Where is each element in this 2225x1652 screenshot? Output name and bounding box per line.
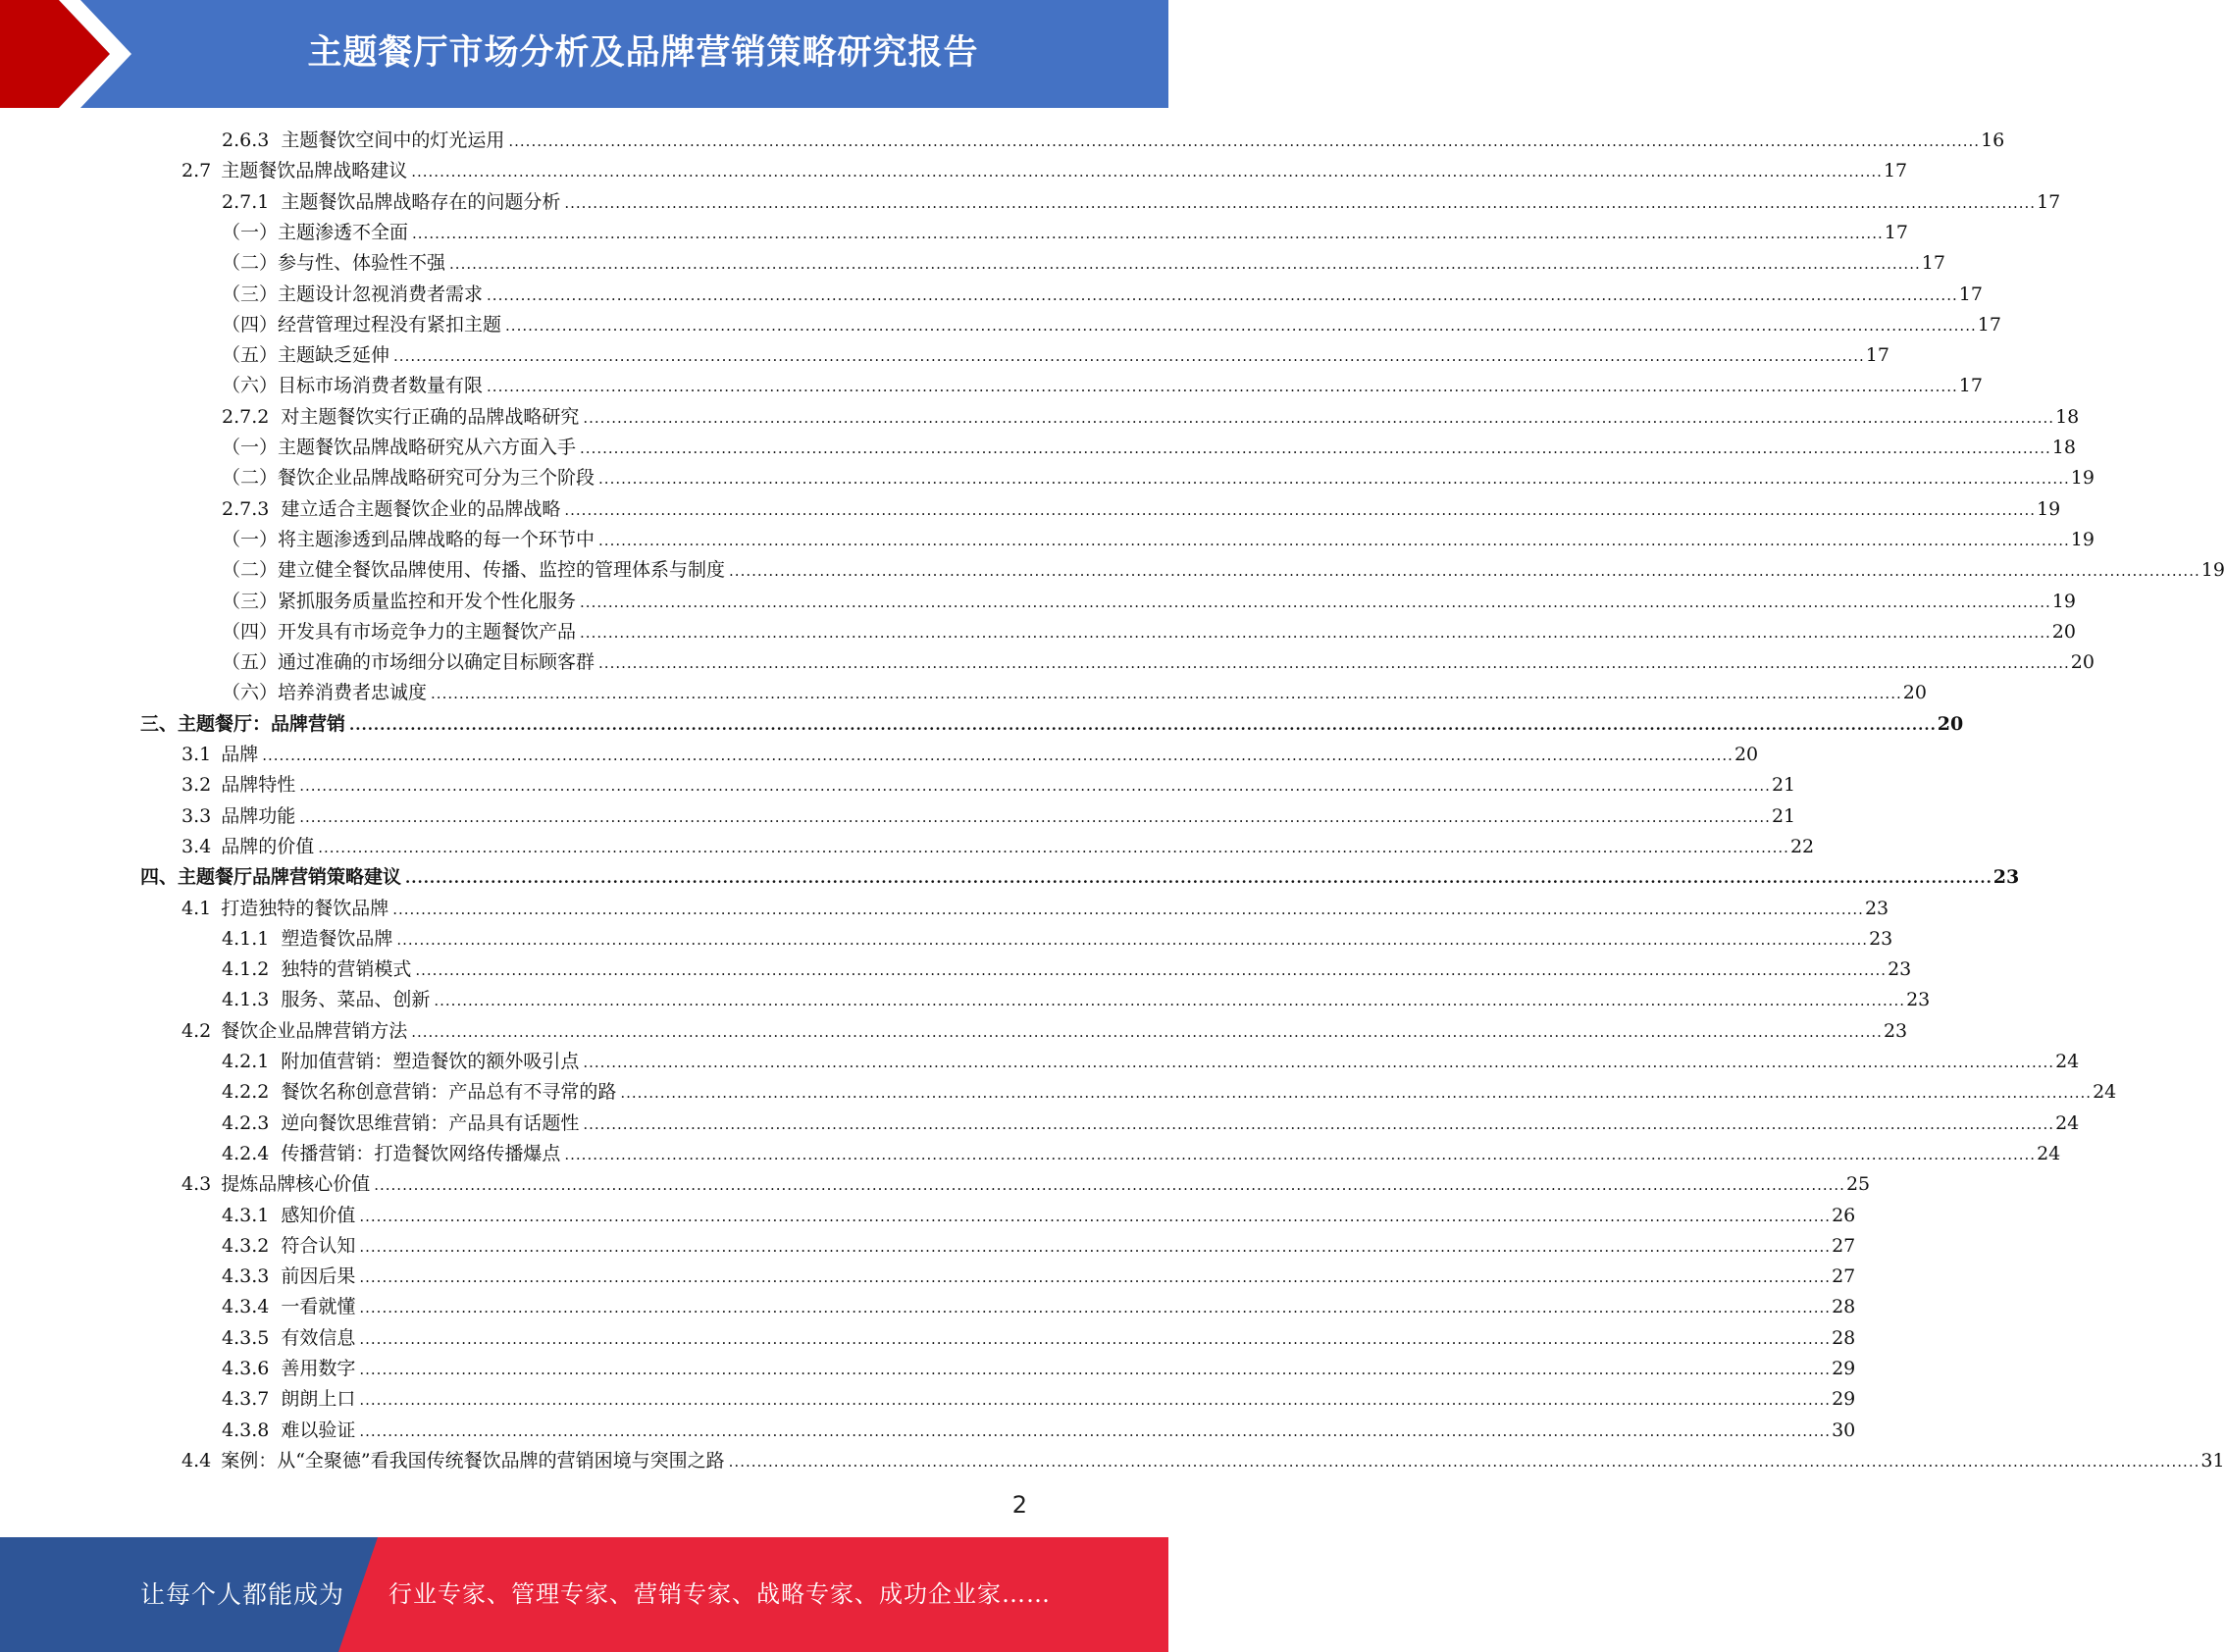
toc-entry[interactable]: [222, 1292, 1856, 1322]
toc-entry-title: 主题餐厅：品牌营销: [178, 712, 346, 735]
toc-entry-number: 2.7: [181, 160, 212, 182]
toc-entry-page: 29: [1832, 1358, 1856, 1379]
toc-entry[interactable]: [222, 1323, 1856, 1354]
toc-dot-leader: ....................................................................................................................................................................................................................................................................: [564, 1145, 2037, 1163]
toc-entry-number: 4.2.3: [222, 1111, 270, 1134]
toc-entry[interactable]: [222, 1416, 1856, 1446]
toc-entry-title: 主题渗透不全面: [278, 221, 409, 243]
toc-dot-leader: ....................................................................................................................................................................................................................................................................: [393, 347, 1865, 366]
toc-entry[interactable]: [222, 494, 2061, 525]
toc-dot-leader: ....................................................................................................................................................................................................................................................................: [564, 193, 2037, 212]
toc-dot-leader: ....................................................................................................................................................................................................................................................................: [359, 1361, 1832, 1378]
toc-dot-leader: ....................................................................................................................................................................................................................................................................: [431, 685, 1902, 703]
toc-entry-number: 4.3.2: [222, 1234, 270, 1257]
toc-entry-title: 主题餐饮空间中的灯光运用: [281, 129, 505, 151]
toc-entry[interactable]: [222, 463, 2095, 493]
toc-entry-page: 18: [2055, 405, 2080, 428]
toc-entry-page: 21: [1771, 774, 1796, 797]
toc-dot-leader: ....................................................................................................................................................................................................................................................................: [262, 747, 1733, 764]
toc-dot-leader: ....................................................................................................................................................................................................................................................................: [374, 1176, 1845, 1195]
toc-entry[interactable]: [140, 862, 2020, 893]
toc-entry-number: 4.2.1: [222, 1051, 270, 1072]
toc-entry-page: 20: [1733, 744, 1759, 765]
toc-entry[interactable]: [222, 587, 2076, 617]
toc-entry[interactable]: [222, 126, 2005, 156]
toc-entry[interactable]: [222, 647, 2095, 678]
toc-entry-title: 通过准确的市场细分以确定目标顾客群: [278, 651, 595, 674]
toc-entry-page: 20: [1937, 712, 1964, 735]
toc-dot-leader: ....................................................................................................................................................................................................................................................................: [359, 1421, 1832, 1440]
toc-entry-page: 19: [2037, 497, 2061, 520]
toc-entry[interactable]: [181, 1016, 1908, 1047]
toc-dot-leader: ....................................................................................................................................................................................................................................................................: [580, 623, 2051, 642]
toc-entry-title: 案例：从“全聚德”看我国传统餐饮品牌的营销困境与突围之路: [221, 1449, 725, 1471]
toc-entry-number: 3.3: [181, 804, 212, 827]
toc-entry-page: 28: [1832, 1326, 1856, 1349]
toc-entry-title: 对主题餐饮实行正确的品牌战略研究: [281, 405, 580, 428]
toc-entry-title: 服务、菜品、创新: [281, 989, 431, 1011]
toc-dot-leader: ....................................................................................................................................................................................................................................................................: [564, 500, 2037, 519]
toc-entry-page: 22: [1789, 835, 1815, 857]
toc-dot-leader: ....................................................................................................................................................................................................................................................................: [359, 1237, 1832, 1256]
page-number: 2: [1011, 1491, 1027, 1519]
toc-entry-number: （二）: [222, 467, 279, 490]
toc-entry[interactable]: [222, 924, 1893, 955]
toc-entry-page: 23: [1992, 866, 2020, 889]
toc-entry[interactable]: [222, 617, 2076, 647]
toc-entry-number: 4.2.4: [222, 1142, 270, 1164]
toc-entry-title: 符合认知: [281, 1234, 356, 1257]
toc-entry-title: 难以验证: [281, 1419, 356, 1441]
toc-entry-page: 17: [1958, 283, 1983, 305]
toc-dot-leader: ....................................................................................................................................................................................................................................................................: [299, 807, 1771, 826]
red-arrow-decoration: [0, 0, 157, 108]
toc-dot-leader: ....................................................................................................................................................................................................................................................................: [508, 132, 1981, 150]
toc-entry-number: 2.7.3: [222, 497, 270, 520]
toc-entry-number: 4.3.6: [222, 1358, 270, 1379]
toc-entry-number: 四、: [140, 866, 179, 889]
toc-dot-leader: ....................................................................................................................................................................................................................................................................: [487, 285, 1958, 304]
toc-dot-leader: ....................................................................................................................................................................................................................................................................: [449, 255, 1921, 274]
toc-dot-leader: ....................................................................................................................................................................................................................................................................: [396, 930, 1869, 949]
toc-entry-title: 主题餐饮品牌战略存在的问题分析: [281, 190, 561, 213]
toc-entry-page: 24: [2055, 1111, 2080, 1134]
toc-dot-leader: ....................................................................................................................................................................................................................................................................: [580, 593, 2051, 611]
toc-entry-page: 29: [1832, 1388, 1856, 1411]
toc-entry[interactable]: [222, 218, 1908, 248]
toc-entry-number: （二）: [222, 559, 279, 582]
toc-entry-page: 26: [1832, 1204, 1856, 1226]
toc-entry-title: 善用数字: [281, 1358, 356, 1379]
toc-entry[interactable]: [222, 1047, 2080, 1077]
toc-dot-leader: ....................................................................................................................................................................................................................................................................: [318, 838, 1789, 856]
toc-entry-page: 17: [1958, 375, 1983, 397]
toc-entry-number: （四）: [222, 313, 279, 336]
toc-dot-leader: ....................................................................................................................................................................................................................................................................: [598, 470, 2070, 489]
toc-entry-title: 主题餐饮品牌战略研究从六方面入手: [278, 437, 577, 458]
toc-entry[interactable]: [222, 310, 2001, 340]
toc-entry-page: 17: [2037, 190, 2061, 213]
toc-entry-title: 主题缺乏延伸: [278, 344, 390, 367]
toc-entry-title: 建立适合主题餐饮企业的品牌战略: [281, 497, 561, 520]
toc-entry-page: 17: [1921, 252, 1945, 275]
toc-entry-title: 打造独特的餐饮品牌: [221, 897, 389, 919]
toc-dot-leader: ....................................................................................................................................................................................................................................................................: [583, 1054, 2055, 1071]
toc-entry-number: 4.1.3: [222, 989, 270, 1011]
toc-entry-title: 附加值营销：塑造餐饮的额外吸引点: [281, 1051, 580, 1072]
toc-entry-title: 紧抓服务质量监控和开发个性化服务: [278, 590, 577, 612]
toc-entry[interactable]: [222, 1354, 1856, 1384]
toc-entry-number: 4.2.2: [222, 1081, 270, 1104]
toc-entry-title: 提炼品牌核心价值: [221, 1173, 371, 1196]
toc-entry-title: 品牌的价值: [221, 835, 315, 857]
toc-entry[interactable]: [181, 156, 1908, 186]
toc-entry[interactable]: [222, 340, 1889, 371]
toc-dot-leader: ....................................................................................................................................................................................................................................................................: [405, 869, 1992, 888]
toc-entry-number: 3.4: [181, 835, 212, 857]
footer-slogan-right: 行业专家、管理专家、营销专家、战略专家、成功企业家……: [388, 1580, 1051, 1608]
toc-entry-number: 2.6.3: [222, 129, 270, 151]
toc-entry-title: 餐饮企业品牌战略研究可分为三个阶段: [278, 467, 595, 490]
toc-dot-leader: ....................................................................................................................................................................................................................................................................: [598, 531, 2070, 549]
toc-entry-page: 17: [1977, 313, 2001, 336]
toc-entry-page: 27: [1832, 1234, 1856, 1257]
toc-entry-page: 16: [1981, 129, 2005, 151]
toc-entry-number: （五）: [222, 651, 279, 674]
toc-entry-number: （一）: [222, 437, 279, 458]
toc-entry[interactable]: [222, 371, 1983, 401]
toc-entry-title: 逆向餐饮思维营销：产品具有话题性: [281, 1111, 580, 1134]
toc-dot-leader: ....................................................................................................................................................................................................................................................................: [411, 163, 1883, 181]
toc-dot-leader: ....................................................................................................................................................................................................................................................................: [487, 378, 1958, 396]
toc-entry-number: 2.7.1: [222, 190, 270, 213]
toc-dot-leader: ....................................................................................................................................................................................................................................................................: [583, 408, 2055, 427]
toc-entry-number: （六）: [222, 682, 279, 704]
toc-dot-leader: ....................................................................................................................................................................................................................................................................: [299, 777, 1771, 796]
toc-entry[interactable]: [222, 525, 2095, 555]
toc-entry-title: 独特的营销模式: [281, 958, 412, 981]
toc-dot-leader: ....................................................................................................................................................................................................................................................................: [411, 1022, 1883, 1041]
toc-entry-page: 30: [1832, 1419, 1856, 1441]
toc-entry[interactable]: [222, 433, 2076, 463]
toc-entry-number: （四）: [222, 620, 279, 643]
toc-entry-number: 4.2: [181, 1019, 212, 1042]
toc-entry[interactable]: [222, 1201, 1856, 1231]
toc-dot-leader: ....................................................................................................................................................................................................................................................................: [583, 1114, 2055, 1133]
toc-entry[interactable]: [222, 280, 1983, 310]
page-header: [0, 0, 1168, 108]
toc-entry-title: 塑造餐饮品牌: [281, 927, 393, 950]
toc-entry-number: 4.3.1: [222, 1204, 270, 1226]
toc-entry[interactable]: [181, 1169, 1871, 1200]
toc-entry-page: 24: [2055, 1051, 2080, 1072]
toc-entry-page: 24: [2093, 1081, 2117, 1104]
toc-entry[interactable]: [222, 1077, 2117, 1108]
toc-entry-page: 20: [2070, 651, 2095, 674]
toc-entry-page: 19: [2200, 559, 2225, 582]
toc-entry-page: 23: [1906, 989, 1931, 1011]
toc-entry-page: 17: [1865, 344, 1889, 367]
toc-entry-page: 23: [1888, 958, 1912, 981]
toc-entry-title: 传播营销：打造餐饮网络传播爆点: [281, 1142, 561, 1164]
toc-entry-title: 前因后果: [281, 1265, 356, 1288]
toc-dot-leader: ....................................................................................................................................................................................................................................................................: [359, 1207, 1832, 1225]
toc-entry-number: 4.4: [181, 1449, 212, 1471]
toc-entry[interactable]: [222, 555, 2225, 586]
toc-entry-number: （五）: [222, 344, 279, 367]
toc-entry[interactable]: [222, 402, 2080, 433]
toc-entry-number: 4.1: [181, 897, 212, 919]
toc-entry-title: 目标市场消费者数量有限: [278, 375, 484, 397]
toc-entry[interactable]: [222, 678, 1927, 708]
toc-entry-title: 有效信息: [281, 1326, 356, 1349]
toc-entry-number: 4.3.7: [222, 1388, 270, 1411]
toc-entry-number: （六）: [222, 375, 279, 397]
toc-entry-page: 31: [2200, 1449, 2225, 1471]
toc-entry-number: 3.1: [181, 744, 212, 765]
toc-entry-page: 23: [1869, 927, 1893, 950]
toc-dot-leader: ....................................................................................................................................................................................................................................................................: [359, 1391, 1832, 1410]
toc-entry-page: 21: [1771, 804, 1796, 827]
footer-slogan-left: 让每个人都能成为: [140, 1580, 345, 1609]
toc-entry-page: 23: [1883, 1019, 1908, 1042]
toc-dot-leader: ....................................................................................................................................................................................................................................................................: [729, 562, 2200, 581]
toc-entry-number: 三、: [140, 712, 179, 735]
toc-entry-title: 餐饮企业品牌营销方法: [221, 1019, 408, 1042]
toc-entry-page: 18: [2051, 437, 2076, 458]
toc-entry-number: 4.1.2: [222, 958, 270, 981]
toc-entry-number: （二）: [222, 252, 279, 275]
toc-entry[interactable]: [181, 832, 1815, 862]
toc-entry-title: 餐饮名称创意营销：产品总有不寻常的路: [281, 1081, 617, 1104]
toc-entry-number: （三）: [222, 283, 279, 305]
toc-entry-number: （三）: [222, 590, 279, 612]
toc-entry-page: 17: [1883, 160, 1908, 182]
toc-entry-number: （一）: [222, 528, 279, 550]
toc-dot-leader: ....................................................................................................................................................................................................................................................................: [434, 992, 1906, 1010]
toc-entry-page: 20: [2051, 620, 2076, 643]
toc-dot-leader: ....................................................................................................................................................................................................................................................................: [359, 1299, 1832, 1317]
toc-entry-title: 主题餐厅品牌营销策略建议: [178, 866, 402, 889]
toc-entry-page: 19: [2070, 467, 2095, 490]
toc-dot-leader: ....................................................................................................................................................................................................................................................................: [728, 1452, 2200, 1471]
toc-entry-page: 20: [1902, 682, 1927, 704]
toc-entry-title: 建立健全餐饮品牌使用、传播、监控的管理体系与制度: [278, 559, 726, 582]
toc-entry[interactable]: [140, 709, 1964, 740]
toc-dot-leader: ....................................................................................................................................................................................................................................................................: [392, 900, 1864, 918]
toc-entry-page: 23: [1864, 897, 1889, 919]
toc-dot-leader: ....................................................................................................................................................................................................................................................................: [505, 316, 1977, 335]
toc-entry-page: 17: [1884, 221, 1908, 243]
toc-entry-title: 品牌: [221, 744, 259, 765]
document-title: 主题餐厅市场分析及品牌营销策略研究报告: [307, 33, 979, 73]
toc-entry[interactable]: [222, 1262, 1856, 1292]
toc-entry-title: 感知价值: [281, 1204, 356, 1226]
toc-entry[interactable]: [222, 1139, 2061, 1169]
toc-entry-title: 朗朗上口: [281, 1388, 356, 1411]
toc-entry[interactable]: [222, 985, 1931, 1015]
toc-entry[interactable]: [222, 187, 2061, 218]
toc-entry-page: 24: [2037, 1142, 2061, 1164]
toc-entry[interactable]: [222, 248, 1945, 279]
toc-entry-title: 经营管理过程没有紧扣主题: [278, 313, 502, 336]
toc-dot-leader: ....................................................................................................................................................................................................................................................................: [349, 715, 1937, 734]
toc-dot-leader: ....................................................................................................................................................................................................................................................................: [359, 1268, 1832, 1287]
toc-entry[interactable]: [222, 1109, 2080, 1139]
toc-entry-number: 2.7.2: [222, 405, 270, 428]
toc-dot-leader: ....................................................................................................................................................................................................................................................................: [580, 439, 2051, 457]
toc-dot-leader: ....................................................................................................................................................................................................................................................................: [412, 224, 1884, 242]
toc-entry-page: 25: [1845, 1173, 1871, 1196]
toc-entry-title: 品牌功能: [221, 804, 296, 827]
toc-entry-title: 将主题渗透到品牌战略的每一个环节中: [278, 528, 595, 550]
toc-entry[interactable]: [222, 1384, 1856, 1415]
toc-entry[interactable]: [181, 740, 1759, 770]
toc-entry[interactable]: [222, 1231, 1856, 1262]
toc-dot-leader: ....................................................................................................................................................................................................................................................................: [415, 961, 1888, 980]
page-footer: [0, 1537, 1168, 1652]
toc-entry-number: （一）: [222, 221, 279, 243]
toc-dot-leader: ....................................................................................................................................................................................................................................................................: [598, 654, 2070, 673]
toc-dot-leader: ....................................................................................................................................................................................................................................................................: [359, 1329, 1832, 1348]
toc-entry-title: 开发具有市场竞争力的主题餐饮产品: [278, 620, 577, 643]
toc-entry-page: 27: [1832, 1265, 1856, 1288]
toc-entry-number: 3.2: [181, 774, 212, 797]
toc-entry-title: 品牌特性: [221, 774, 296, 797]
toc-entry-number: 4.3: [181, 1173, 212, 1196]
toc-entry-title: 主题设计忽视消费者需求: [278, 283, 484, 305]
toc-entry[interactable]: [181, 1446, 2225, 1476]
toc-entry[interactable]: [181, 801, 1796, 832]
toc-entry-number: 4.3.8: [222, 1419, 270, 1441]
toc-entry[interactable]: [181, 894, 1889, 924]
toc-entry-page: 19: [2070, 528, 2095, 550]
toc-entry-title: 一看就懂: [281, 1296, 356, 1318]
toc-entry-title: 主题餐饮品牌战略建议: [221, 160, 408, 182]
toc-entry-number: 4.3.4: [222, 1296, 270, 1318]
toc-entry-page: 19: [2051, 590, 2076, 612]
toc-entry-title: 参与性、体验性不强: [278, 252, 446, 275]
toc-entry-number: 4.1.1: [222, 927, 270, 950]
toc-entry-title: 培养消费者忠诚度: [278, 682, 428, 704]
toc-entry-page: 28: [1832, 1296, 1856, 1318]
toc-entry[interactable]: [222, 955, 1912, 985]
toc-entry-number: 4.3.3: [222, 1265, 270, 1288]
toc-entry[interactable]: [181, 770, 1796, 800]
toc-dot-leader: ....................................................................................................................................................................................................................................................................: [620, 1084, 2093, 1103]
toc-entry-number: 4.3.5: [222, 1326, 270, 1349]
